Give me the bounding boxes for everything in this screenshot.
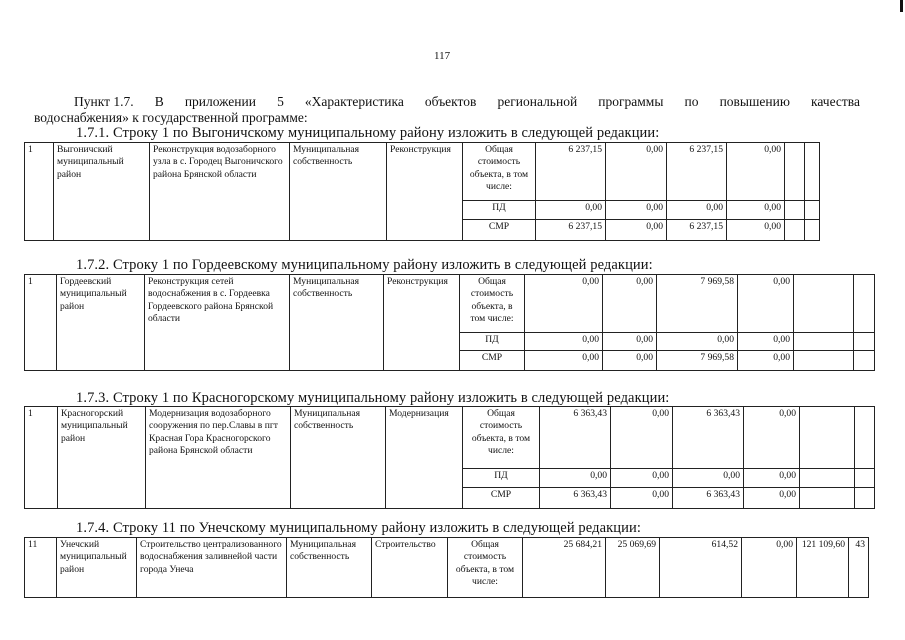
district-cell: Гордеевский муниципальный район [57,275,145,371]
value-cell: 0,00 [536,201,606,220]
value-cell: 0,00 [606,220,667,241]
work-type-cell: Реконструкция [387,143,463,241]
value-cell [785,143,805,201]
section-table [24,406,875,509]
value-cell: 25 069,69 [606,538,660,598]
value-cell: 25 684,21 [523,538,606,598]
work-type-cell: Строительство [372,538,448,598]
row-label-cell: СМР [460,351,525,371]
value-cell: 0,00 [525,333,603,351]
value-cell: 6 363,43 [540,488,611,509]
row-label-cell: Общая стоимость объекта, в том числе: [463,143,536,201]
work-type-cell: Реконструкция [384,275,460,371]
section-table [24,142,820,241]
intro-paragraph [34,94,860,126]
ownership-cell: Муниципальная собственность [290,275,384,371]
row-label-cell: Общая стоимость объекта, в том числе: [448,538,523,598]
value-cell: 0,00 [540,469,611,488]
value-cell: 6 363,43 [540,407,611,469]
row-label-cell: ПД [463,469,540,488]
section-table [24,274,875,371]
value-cell [854,333,875,351]
value-cell: 6 363,43 [673,407,744,469]
intro-word: 5 [277,94,284,109]
work-type-cell: Модернизация [386,407,463,509]
value-cell [794,333,854,351]
page-number: 117 [434,50,451,62]
ownership-cell: Муниципальная собственность [287,538,372,598]
value-cell [800,407,855,469]
value-cell [854,351,875,371]
value-cell [805,201,820,220]
value-cell: 0,00 [727,143,785,201]
row-number: 1 [25,407,58,509]
row-label-cell: Общая стоимость объекта, в том числе: [463,407,540,469]
value-cell [800,469,855,488]
value-cell: 0,00 [727,201,785,220]
intro-word: по [684,94,699,109]
value-cell: 0,00 [525,275,603,333]
value-cell: 6 237,15 [536,220,606,241]
value-cell: 0,00 [744,469,800,488]
value-cell: 0,00 [603,275,657,333]
value-cell: 0,00 [742,538,797,598]
value-cell [800,488,855,509]
intro-line-1 [34,94,860,110]
value-cell [855,469,875,488]
value-cell: 0,00 [738,333,794,351]
row-label-cell: Общая стоимость объекта, в том числе: [460,275,525,333]
value-cell [855,407,875,469]
value-cell: 0,00 [667,201,727,220]
row-number: 11 [25,538,57,598]
value-cell: 0,00 [611,469,673,488]
row-label-cell: СМР [463,488,540,509]
value-cell [785,201,805,220]
intro-word: региональной [497,94,578,109]
section-heading: 1.7.2. Строку 1 по Гордеевскому муниципальному району изложить в следующей редакции: [76,257,653,273]
intro-word: В [154,94,164,109]
value-cell: 6 237,15 [667,220,727,241]
value-cell: 0,00 [738,275,794,333]
object-cell: Строительство централизованного водоснабжения заливнейой части города Унеча [137,538,287,598]
value-cell [794,351,854,371]
ownership-cell: Муниципальная собственность [291,407,386,509]
value-cell: 0,00 [611,488,673,509]
ownership-cell: Муниципальная собственность [290,143,387,241]
intro-word: приложении [184,94,256,109]
value-cell [805,143,820,201]
object-cell: Реконструкция сетей водоснабжения в с. Гордеевка Гордеевского района Брянской области [145,275,290,371]
district-cell: Унечский муниципальный район [57,538,137,598]
page-edge-mark [900,0,903,12]
section-heading: 1.7.1. Строку 1 по Выгоничскому муниципальному району изложить в следующей редакции: [76,125,660,141]
value-cell: 0,00 [657,333,738,351]
value-cell: 7 969,58 [657,275,738,333]
row-number: 1 [25,275,57,371]
value-cell: 6 363,43 [673,488,744,509]
section-heading: 1.7.3. Строку 1 по Красногорскому муниципальному району изложить в следующей редакции: [76,390,670,406]
row-number: 1 [25,143,54,241]
value-cell: 614,52 [660,538,742,598]
row-label-cell: СМР [463,220,536,241]
object-cell: Модернизация водозаборного сооружения по пер.Славы в пгт Красная Гора Красногорского района Брянской области [146,407,291,509]
value-cell: 0,00 [673,469,744,488]
value-cell: 0,00 [603,333,657,351]
row-label-cell: ПД [460,333,525,351]
value-cell: 0,00 [525,351,603,371]
value-cell: 6 237,15 [667,143,727,201]
value-cell: 0,00 [603,351,657,371]
intro-word: повышению [719,94,790,109]
value-cell: 0,00 [738,351,794,371]
intro-word: объектов [424,94,477,109]
value-cell [785,220,805,241]
district-cell: Выгоничский муниципальный район [54,143,150,241]
district-cell: Красногорский муниципальный район [58,407,146,509]
value-cell [805,220,820,241]
object-cell: Реконструкция водозаборного узла в с. Городец Выгоничского района Брянской области [150,143,290,241]
section-table [24,537,869,598]
section-heading: 1.7.4. Строку 11 по Унечскому муниципальному району изложить в следующей редакции: [76,520,641,536]
intro-word: программы [598,94,664,109]
value-cell: 6 237,15 [536,143,606,201]
value-cell: 43 [849,538,869,598]
intro-word: «Характеристика [304,94,404,109]
value-cell: 0,00 [744,407,800,469]
intro-word: качества [810,94,860,109]
value-cell: 0,00 [611,407,673,469]
value-cell: 0,00 [744,488,800,509]
value-cell [855,488,875,509]
value-cell: 7 969,58 [657,351,738,371]
intro-word: Пункт 1.7. [74,94,134,109]
value-cell [794,275,854,333]
value-cell: 0,00 [606,143,667,201]
value-cell: 121 109,60 [797,538,849,598]
value-cell: 0,00 [727,220,785,241]
intro-line-2: водоснабжения» к государственной программе: [34,110,308,125]
value-cell [854,275,875,333]
row-label-cell: ПД [463,201,536,220]
value-cell: 0,00 [606,201,667,220]
